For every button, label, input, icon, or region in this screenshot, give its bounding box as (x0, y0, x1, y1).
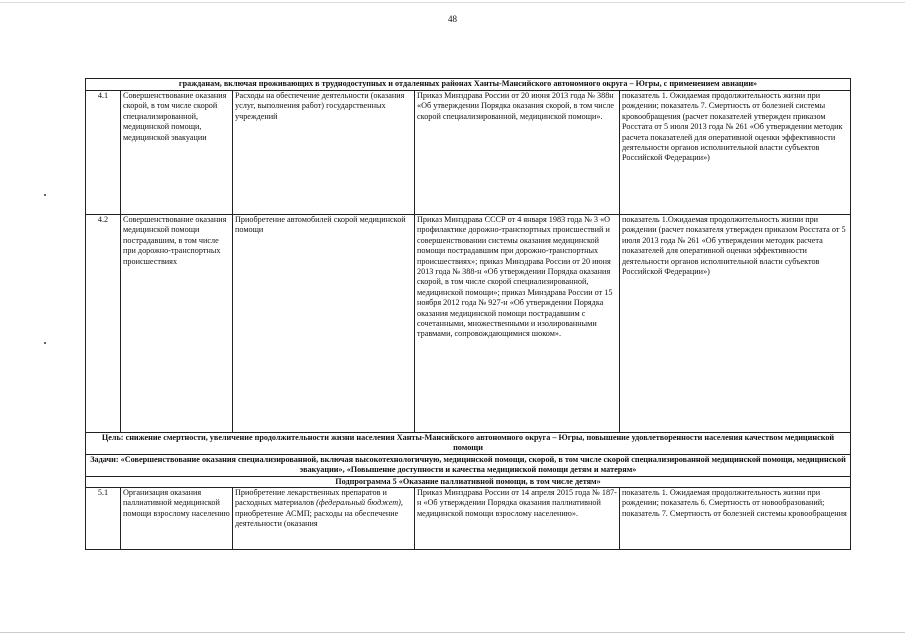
measure-name: Совершенствование оказания медицинской помощи пострадавшим, в том числе при дорожно-транспортных происшествиях (121, 215, 233, 433)
budget-note: (федеральный бюджет), (316, 498, 403, 508)
tasks-cell: Задачи: «Совершенствование оказания специализированной, включая высокотехнологичную, медицинской помощи, скорой, в том числе скорой специализированной медицинской помощи, медицинской эвакуации», «Повышение доступности и качества медицинской помощи детям и матерям» (86, 454, 851, 476)
scan-edge-top (0, 2, 905, 3)
activity-cell: Расходы на обеспечение деятельности (оказания услуг, выполнения работ) государственных учреждений (233, 91, 415, 215)
row-number: 5.1 (86, 488, 121, 550)
indicators-cell: показатель 1.Ожидаемая продолжительность жизни при рождении (расчет показателя утвержден приказом Росстата от 5 июля 2013 года № 261 «Об утверждении методик расчета показателей для оперативной оценки эффективности деятельности органов исполнительной власти субъектов Российской Федерации») (620, 215, 851, 433)
measure-name: Организация оказания паллиативной медицинской помощи взрослому населению (121, 488, 233, 550)
tasks-row (86, 454, 851, 476)
page-number: 48 (448, 14, 457, 24)
legal-basis-cell: Приказ Минздрава России от 20 июня 2013 года № 388н «Об утверждении Порядка оказания скорой, в том числе скорой специализированной, медицинской помощи». (415, 91, 620, 215)
goal-row (86, 433, 851, 455)
row-number: 4.1 (86, 91, 121, 215)
scan-edge-bottom (0, 632, 905, 633)
continuation-cell: гражданам, включая проживающих в труднодоступных и отдаленных районах Ханты-Мансийского автономного округа – Югры, с применением авиации» (86, 79, 851, 91)
legal-basis-cell: Приказ Минздрава СССР от 4 января 1983 года № 3 «О профилактике дорожно-транспортных происшествий и совершенствовании системы оказания медицинской помощи пострадавшим при дорожно-транспортных происшествиях»; приказ Минздрава России от 20 июня 2013 года № 388-н «Об утверждении Порядка оказания скорой, в том числе скорой специализированной, медицинской помощи»; приказ Минздрава России от 15 ноября 2012 года № 927-н «Об утверждении Порядка оказания медицинской помощи пострадавшим с сочетанными, множественными и изолированными травмами, сопровождающимися шоком». (415, 215, 620, 433)
measures-table (85, 78, 851, 550)
indicators-cell: показатель 1. Ожидаемая продолжительность жизни при рождении; показатель 7. Смертность от болезней системы кровообращения (расчет показателей утвержден приказом Росстата от 5 июля 2013 года № 261 «Об утверждении методик расчета показателей для оперативной оценки эффективности деятельности органов исполнительной власти субъектов Российской Федерации») (620, 91, 851, 215)
activity-cell: Приобретение автомобилей скорой медицинской помощи (233, 215, 415, 433)
activity-text: Приобретение лекарственных препаратов и расходных материалов (235, 488, 387, 508)
scan-dot (44, 194, 46, 196)
indicators-cell: показатель 1. Ожидаемая продолжительность жизни при рождении; показатель 6. Смертность от новообразований; показатель 7. Смертность от болезней системы кровообращения (620, 488, 851, 550)
row-number: 4.2 (86, 215, 121, 433)
table-row (86, 215, 851, 433)
scan-dot (44, 342, 46, 344)
goal-cell: Цель: снижение смертности, увеличение продолжительности жизни населения Ханты-Мансийского автономного округа – Югры, повышение удовлетворенности населения качеством медицинской помощи (86, 433, 851, 455)
activity-text-continued: приобретение АСМП; расходы на обеспечение деятельности (оказания (235, 508, 399, 529)
measure-name: Совершенствование оказания скорой, в том числе скорой специализированной, медицинской помощи, медицинской эвакуации (121, 91, 233, 215)
activity-cell (233, 488, 415, 550)
table-row (86, 488, 851, 550)
subprogram-cell: Подпрограмма 5 «Оказание паллиативной помощи, в том числе детям» (86, 476, 851, 487)
legal-basis-cell: Приказ Минздрава России от 14 апреля 2015 года № 187-н «Об утверждении Порядка оказания паллиативной медицинской помощи взрослому населению». (415, 488, 620, 550)
subprogram-row (86, 476, 851, 487)
table-row (86, 91, 851, 215)
continuation-row (86, 79, 851, 91)
